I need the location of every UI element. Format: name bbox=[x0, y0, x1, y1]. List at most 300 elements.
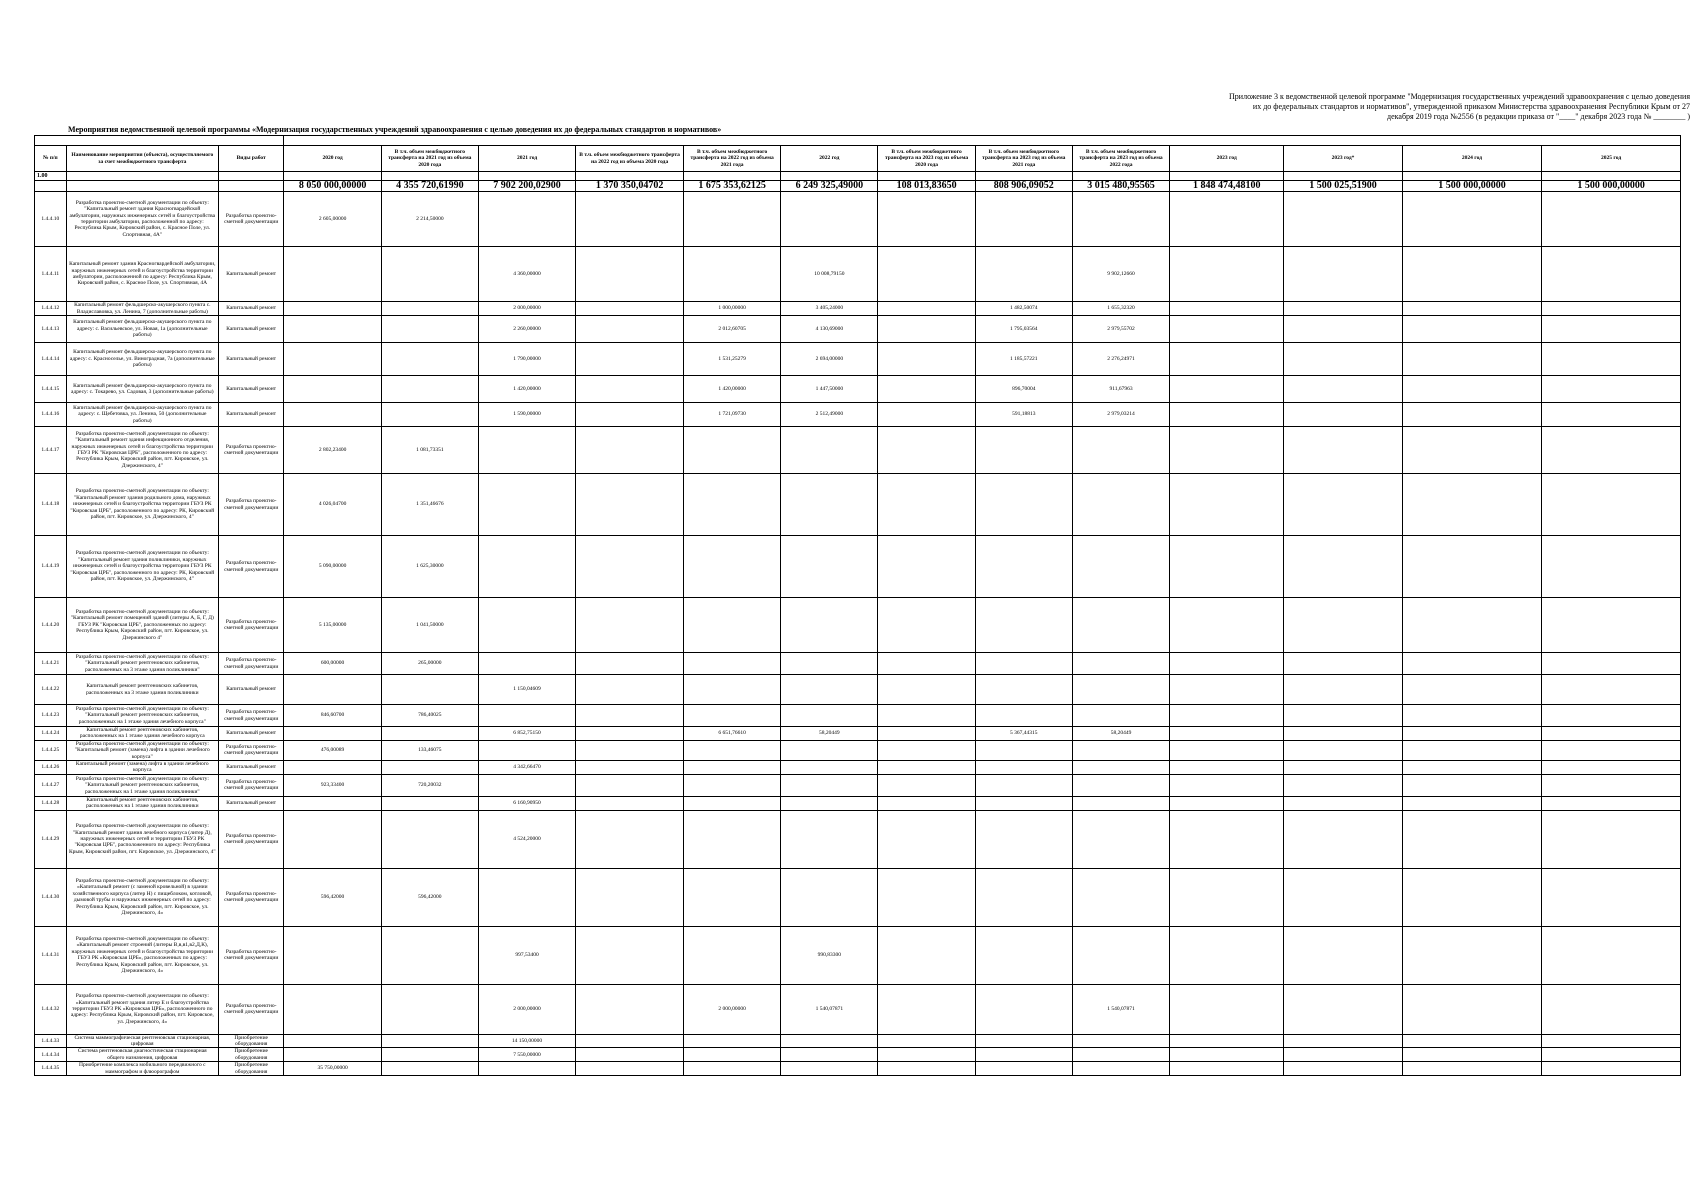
value-cell bbox=[878, 868, 975, 926]
value-cell bbox=[381, 302, 478, 316]
value-cell: 1 590,00000 bbox=[478, 403, 575, 427]
value-cell bbox=[1072, 474, 1169, 536]
value-cell bbox=[1170, 427, 1284, 474]
value-cell bbox=[1542, 192, 1681, 247]
row-work-type: Разработка проектно-сметной документации bbox=[218, 427, 284, 474]
value-cell bbox=[1072, 926, 1169, 984]
value-cell: 4 360,00000 bbox=[478, 247, 575, 302]
value-cell bbox=[576, 598, 684, 653]
value-cell bbox=[878, 247, 975, 302]
value-cell bbox=[1284, 740, 1402, 760]
value-cell bbox=[1170, 403, 1284, 427]
row-number: 1.4.4.13 bbox=[35, 316, 67, 343]
value-cell bbox=[683, 536, 780, 598]
value-cell bbox=[1402, 598, 1542, 653]
value-cell bbox=[1542, 302, 1681, 316]
empty-cell bbox=[1170, 172, 1284, 181]
value-cell bbox=[683, 427, 780, 474]
table-row bbox=[35, 376, 1681, 403]
value-cell bbox=[1542, 705, 1681, 727]
column-header: 2023 год* bbox=[1284, 146, 1402, 172]
value-cell bbox=[975, 926, 1072, 984]
value-cell: 2 694,00000 bbox=[781, 343, 878, 376]
value-cell bbox=[576, 761, 684, 775]
row-work-type: Капитальный ремонт bbox=[218, 403, 284, 427]
value-cell bbox=[683, 740, 780, 760]
value-cell bbox=[576, 1062, 684, 1076]
value-cell bbox=[1402, 740, 1542, 760]
row-description: Капитальный ремонт фельдшерско-акушерского пункта по адресу: с. Красноселье, ул. Виноградная, 7а (дополнительные работы) bbox=[66, 343, 218, 376]
value-cell bbox=[576, 1048, 684, 1062]
value-cell bbox=[878, 343, 975, 376]
value-cell bbox=[975, 653, 1072, 675]
value-cell bbox=[1402, 653, 1542, 675]
value-cell bbox=[381, 1062, 478, 1076]
value-cell bbox=[381, 316, 478, 343]
value-cell bbox=[1542, 740, 1681, 760]
empty-cell bbox=[66, 172, 218, 181]
value-cell bbox=[1542, 316, 1681, 343]
value-cell: 1 655,32320 bbox=[1072, 302, 1169, 316]
value-cell bbox=[1402, 1062, 1542, 1076]
value-cell bbox=[576, 796, 684, 810]
row-number: 1.4.4.31 bbox=[35, 926, 67, 984]
value-cell bbox=[683, 761, 780, 775]
value-cell bbox=[1402, 1034, 1542, 1048]
value-cell: 896,70004 bbox=[975, 376, 1072, 403]
value-cell bbox=[284, 343, 381, 376]
value-cell: 1 721,09730 bbox=[683, 403, 780, 427]
row-work-type: Капитальный ремонт bbox=[218, 675, 284, 705]
row-work-type: Капитальный ремонт bbox=[218, 302, 284, 316]
value-cell bbox=[1542, 675, 1681, 705]
row-work-type: Капитальный ремонт bbox=[218, 796, 284, 810]
row-number: 1.4.4.23 bbox=[35, 705, 67, 727]
value-cell: 600,00000 bbox=[284, 653, 381, 675]
value-cell bbox=[683, 598, 780, 653]
column-header: Виды работ bbox=[218, 146, 284, 172]
value-cell bbox=[1402, 926, 1542, 984]
table-row bbox=[35, 1048, 1681, 1062]
row-work-type: Разработка проектно-сметной документации bbox=[218, 536, 284, 598]
value-cell bbox=[1542, 810, 1681, 868]
value-cell bbox=[1284, 984, 1402, 1034]
value-cell bbox=[381, 926, 478, 984]
row-number: 1.4.4.34 bbox=[35, 1048, 67, 1062]
value-cell bbox=[1072, 192, 1169, 247]
value-cell: 786,40025 bbox=[381, 705, 478, 727]
row-description: Система рентгеновская диагностическая стационарная общего назначения, цифровая bbox=[66, 1048, 218, 1062]
value-cell bbox=[576, 536, 684, 598]
value-cell bbox=[781, 740, 878, 760]
row-number: 1.4.4.11 bbox=[35, 247, 67, 302]
row-number: 1.4.4.35 bbox=[35, 1062, 67, 1076]
value-cell bbox=[1072, 1034, 1169, 1048]
row-work-type: Приобретение оборудования bbox=[218, 1062, 284, 1076]
row-description: Разработка проектно-сметной документации по объекту: "Капитальный ремонт здания родильного дома, наружных инженерных сетей и благоустройства территории ГБУЗ РК "Кировская ЦРБ", расположенного по адресу: РК, Кировский район, пгт. Кировское, ул. Дзержинского, 4" bbox=[66, 474, 218, 536]
value-cell bbox=[1402, 247, 1542, 302]
value-cell bbox=[1170, 727, 1284, 741]
empty-cell bbox=[284, 172, 381, 181]
value-cell bbox=[878, 740, 975, 760]
row-number: 1.4.4.10 bbox=[35, 192, 67, 247]
value-cell bbox=[478, 474, 575, 536]
value-cell bbox=[1284, 1034, 1402, 1048]
value-cell bbox=[284, 761, 381, 775]
value-cell bbox=[878, 403, 975, 427]
value-cell bbox=[1284, 598, 1402, 653]
value-cell bbox=[1284, 761, 1402, 775]
value-cell: 2 260,00000 bbox=[478, 316, 575, 343]
value-cell bbox=[1284, 774, 1402, 796]
value-cell bbox=[878, 727, 975, 741]
value-cell: 476,00089 bbox=[284, 740, 381, 760]
value-cell bbox=[1542, 926, 1681, 984]
value-cell bbox=[1542, 1034, 1681, 1048]
row-description: Разработка проектно-сметной документации по объекту: "Капитальный ремонт здания инфекционного отделения, наружных инженерных сетей и благоустройства территории ГБУЗ РК "Кировская ЦРБ", расположенного по адресу: Республика Крым, Кировский район, пгт. Кировское, ул. Дзержинского, 4" bbox=[66, 427, 218, 474]
value-cell bbox=[284, 1048, 381, 1062]
value-cell bbox=[781, 761, 878, 775]
row-number: 1.4.4.14 bbox=[35, 343, 67, 376]
appendix-line: их до федеральных стандартов и нормативов", утвержденной приказом Министерства здравоохранения Республики Крым от 27 bbox=[1252, 102, 1690, 111]
row-description: Разработка проектно-сметной документации по объекту: "Капитальный ремонт здания поликлиники, наружных инженерных сетей и благоустройства территории ГБУЗ РК "Кировская ЦРБ", расположенного по адресу: РК, Кировский район, пгт. Кировское, ул. Дзержинского, 4" bbox=[66, 536, 218, 598]
total-cell: 4 355 720,61990 bbox=[381, 181, 478, 192]
total-cell: 1 848 474,48100 bbox=[1170, 181, 1284, 192]
row-work-type: Капитальный ремонт bbox=[218, 247, 284, 302]
value-cell bbox=[781, 536, 878, 598]
empty-cell bbox=[218, 181, 284, 192]
value-cell: 2 605,00000 bbox=[284, 192, 381, 247]
empty-cell bbox=[35, 181, 67, 192]
appendix-note bbox=[1150, 92, 1690, 122]
column-header: В т.ч. объем межбюджетного трансферта на 2022 год из объема 2021 года bbox=[683, 146, 780, 172]
value-cell bbox=[975, 598, 1072, 653]
value-cell bbox=[781, 810, 878, 868]
value-cell bbox=[284, 796, 381, 810]
row-description: Разработка проектно-сметной документации по объекту: "Капитальный ремонт помещений зданий (литеры А, Б, Г, Д) ГБУЗ РК "Кировская ЦРБ", расположенных по адресу: Республика Крым, Кировский район, пгт. Кировское, ул. Дзержинского 4" bbox=[66, 598, 218, 653]
row-number: 1.4.4.22 bbox=[35, 675, 67, 705]
row-work-type: Разработка проектно-сметной документации bbox=[218, 984, 284, 1034]
row-work-type: Капитальный ремонт bbox=[218, 316, 284, 343]
table-row bbox=[35, 403, 1681, 427]
value-cell bbox=[878, 653, 975, 675]
empty-cell bbox=[1542, 172, 1681, 181]
value-cell: 4 524,20000 bbox=[478, 810, 575, 868]
value-cell bbox=[1072, 675, 1169, 705]
value-cell bbox=[1402, 705, 1542, 727]
value-cell: 2 000,00000 bbox=[478, 302, 575, 316]
row-work-type: Капитальный ремонт bbox=[218, 376, 284, 403]
row-description: Разработка проектно-сметной документации по объекту: «Капитальный ремонт (с заменой кровельной) в здании хозяйственного корпуса (литер Н) с пищеблоком, котловой, дымовой трубы и наружных инженерных сетей по адресу: Республика Крым, Кировский район, пгт. Кировское, ул. Дзержинского, 4» bbox=[66, 868, 218, 926]
value-cell: 2 276,24971 bbox=[1072, 343, 1169, 376]
table-row bbox=[35, 868, 1681, 926]
value-cell bbox=[1284, 316, 1402, 343]
value-cell bbox=[1402, 474, 1542, 536]
value-cell bbox=[284, 316, 381, 343]
table-row bbox=[35, 427, 1681, 474]
value-cell bbox=[1072, 653, 1169, 675]
value-cell bbox=[781, 427, 878, 474]
value-cell bbox=[284, 810, 381, 868]
value-cell bbox=[878, 796, 975, 810]
value-cell bbox=[576, 302, 684, 316]
value-cell bbox=[1284, 536, 1402, 598]
value-cell: 1 540,07871 bbox=[781, 984, 878, 1034]
row-work-type: Приобретение оборудования bbox=[218, 1048, 284, 1062]
row-number: 1.4.4.30 bbox=[35, 868, 67, 926]
value-cell bbox=[1542, 653, 1681, 675]
row-description: Капитальный ремонт фельдшерско-акушерского пункта с. Владиславовка, ул. Ленина, 7 (дополнительные работы) bbox=[66, 302, 218, 316]
value-cell bbox=[781, 474, 878, 536]
row-number: 1.4.4.16 bbox=[35, 403, 67, 427]
code-row bbox=[35, 172, 1681, 181]
value-cell: 1 795,03564 bbox=[975, 316, 1072, 343]
value-cell bbox=[1072, 868, 1169, 926]
value-cell: 58,20449 bbox=[1072, 727, 1169, 741]
value-cell bbox=[1284, 403, 1402, 427]
value-cell bbox=[683, 247, 780, 302]
value-cell bbox=[781, 653, 878, 675]
value-cell bbox=[1072, 810, 1169, 868]
value-cell bbox=[1402, 376, 1542, 403]
value-cell bbox=[576, 376, 684, 403]
row-description: Разработка проектно-сметной документации по объекту: "Капитальный ремонт (замена) лифта в здании лечебного корпуса" bbox=[66, 740, 218, 760]
value-cell: 1 482,50074 bbox=[975, 302, 1072, 316]
value-cell bbox=[1402, 192, 1542, 247]
value-cell bbox=[1284, 376, 1402, 403]
value-cell bbox=[1542, 376, 1681, 403]
value-cell bbox=[683, 926, 780, 984]
value-cell bbox=[1170, 796, 1284, 810]
value-cell: 133,46075 bbox=[381, 740, 478, 760]
value-cell bbox=[576, 774, 684, 796]
table-row bbox=[35, 675, 1681, 705]
value-cell bbox=[1170, 316, 1284, 343]
table-row bbox=[35, 343, 1681, 376]
row-description: Капитальный ремонт фельдшерско-акушерского пункта по адресу: с. Васильевское, ул. Новая, 1а (дополнительные работы) bbox=[66, 316, 218, 343]
value-cell bbox=[878, 1034, 975, 1048]
value-cell bbox=[781, 192, 878, 247]
value-cell bbox=[576, 247, 684, 302]
value-cell: 3 405,24000 bbox=[781, 302, 878, 316]
value-cell bbox=[975, 1048, 1072, 1062]
table-row bbox=[35, 192, 1681, 247]
row-work-type: Приобретение оборудования bbox=[218, 1034, 284, 1048]
value-cell: 5 090,00000 bbox=[284, 536, 381, 598]
total-cell: 8 050 000,00000 bbox=[284, 181, 381, 192]
value-cell bbox=[576, 926, 684, 984]
value-cell: 923,33400 bbox=[284, 774, 381, 796]
value-cell bbox=[1402, 727, 1542, 741]
column-header: В т.ч. объем межбюджетного трансферта на 2023 год из объема 2022 года bbox=[1072, 146, 1169, 172]
value-cell bbox=[1402, 302, 1542, 316]
value-cell bbox=[1170, 302, 1284, 316]
value-cell bbox=[1402, 403, 1542, 427]
row-number: 1.4.4.21 bbox=[35, 653, 67, 675]
value-cell: 4 342,66470 bbox=[478, 761, 575, 775]
value-cell bbox=[1072, 796, 1169, 810]
row-work-type: Капитальный ремонт bbox=[218, 343, 284, 376]
table-row bbox=[35, 1062, 1681, 1076]
value-cell bbox=[1072, 1062, 1169, 1076]
value-cell bbox=[1284, 343, 1402, 376]
value-cell bbox=[1170, 926, 1284, 984]
row-number: 1.4.4.32 bbox=[35, 984, 67, 1034]
row-description: Разработка проектно-сметной документации по объекту: «Капитальный ремонт строений (литеры В,в,в1,в2,Д,К), наружных инженерных сетей и благоустройства территории ГБУЗ РК «Кировская ЦРБ», расположенных по адресу: Республика Крым, Кировский район, пгт. Кировское, ул. Дзержинского, 4» bbox=[66, 926, 218, 984]
value-cell bbox=[381, 376, 478, 403]
value-cell bbox=[1542, 727, 1681, 741]
value-cell bbox=[878, 774, 975, 796]
value-cell bbox=[683, 868, 780, 926]
value-cell bbox=[975, 705, 1072, 727]
value-cell bbox=[1284, 192, 1402, 247]
value-cell bbox=[1284, 247, 1402, 302]
value-cell bbox=[576, 1034, 684, 1048]
value-cell bbox=[1072, 774, 1169, 796]
value-cell bbox=[975, 1034, 1072, 1048]
empty-cell bbox=[218, 172, 284, 181]
value-cell bbox=[284, 984, 381, 1034]
value-cell: 1 351,46676 bbox=[381, 474, 478, 536]
value-cell bbox=[878, 984, 975, 1034]
value-cell bbox=[1402, 1048, 1542, 1062]
value-cell bbox=[1170, 675, 1284, 705]
value-cell bbox=[1402, 427, 1542, 474]
value-cell bbox=[478, 740, 575, 760]
value-cell bbox=[478, 192, 575, 247]
value-cell bbox=[781, 705, 878, 727]
table-row bbox=[35, 926, 1681, 984]
value-cell bbox=[1542, 1048, 1681, 1062]
value-cell bbox=[1072, 740, 1169, 760]
value-cell bbox=[1170, 1062, 1284, 1076]
value-cell: 1 185,57221 bbox=[975, 343, 1072, 376]
row-number: 1.4.4.27 bbox=[35, 774, 67, 796]
row-description: Капитальный ремонт фельдшерско-акушерского пункта по адресу: с. Токарево, ул. Садовая, 3 (дополнительные работы) bbox=[66, 376, 218, 403]
value-cell: 6 160,90950 bbox=[478, 796, 575, 810]
value-cell bbox=[576, 403, 684, 427]
value-cell bbox=[975, 536, 1072, 598]
value-cell bbox=[975, 247, 1072, 302]
value-cell bbox=[284, 302, 381, 316]
value-cell bbox=[381, 1034, 478, 1048]
value-cell bbox=[975, 1062, 1072, 1076]
empty-cell bbox=[878, 172, 975, 181]
value-cell bbox=[683, 774, 780, 796]
value-cell bbox=[781, 1048, 878, 1062]
value-cell bbox=[975, 984, 1072, 1034]
row-description: Капитальный ремонт рентгеновских кабинетов, расположенных на 1 этаже здания лечебного корпуса bbox=[66, 727, 218, 741]
value-cell bbox=[1170, 536, 1284, 598]
total-cell: 3 015 480,95565 bbox=[1072, 181, 1169, 192]
value-cell bbox=[975, 474, 1072, 536]
value-cell bbox=[1402, 675, 1542, 705]
column-header: Наименование мероприятия (объекта), осуществляемого за счет межбюджетного трансферта bbox=[66, 146, 218, 172]
value-cell bbox=[1402, 316, 1542, 343]
value-cell bbox=[576, 727, 684, 741]
table-row bbox=[35, 316, 1681, 343]
empty-cell bbox=[381, 172, 478, 181]
value-cell bbox=[1542, 774, 1681, 796]
value-cell bbox=[878, 1048, 975, 1062]
value-cell bbox=[1170, 192, 1284, 247]
value-cell bbox=[478, 868, 575, 926]
column-header: 2020 год bbox=[284, 146, 381, 172]
value-cell bbox=[1284, 1048, 1402, 1062]
row-number: 1.4.4.15 bbox=[35, 376, 67, 403]
row-description: Приобретение комплекса мобильного передвижного с маммографом и флюорографом bbox=[66, 1062, 218, 1076]
value-cell bbox=[781, 1062, 878, 1076]
value-cell: 1 000,00000 bbox=[683, 302, 780, 316]
column-header: В т.ч. объем межбюджетного трансферта на 2022 год из объема 2020 года bbox=[576, 146, 684, 172]
table-row bbox=[35, 1034, 1681, 1048]
row-number: 1.4.4.24 bbox=[35, 727, 67, 741]
value-cell: 4 130,69000 bbox=[781, 316, 878, 343]
value-cell: 14 150,00000 bbox=[478, 1034, 575, 1048]
total-cell: 1 675 353,62125 bbox=[683, 181, 780, 192]
header-spacer-row bbox=[35, 136, 1681, 146]
value-cell bbox=[1072, 705, 1169, 727]
value-cell bbox=[1542, 1062, 1681, 1076]
row-number: 1.4.4.17 bbox=[35, 427, 67, 474]
value-cell bbox=[1542, 984, 1681, 1034]
row-work-type: Разработка проектно-сметной документации bbox=[218, 192, 284, 247]
value-cell bbox=[878, 474, 975, 536]
row-work-type: Разработка проектно-сметной документации bbox=[218, 926, 284, 984]
value-cell bbox=[1072, 598, 1169, 653]
value-cell: 2 802,23400 bbox=[284, 427, 381, 474]
row-description: Капитальный ремонт фельдшерско-акушерского пункта по адресу: с. Щебетовка, ул. Ленина, 50 (дополнительные работы) bbox=[66, 403, 218, 427]
value-cell bbox=[878, 1062, 975, 1076]
value-cell bbox=[683, 474, 780, 536]
value-cell bbox=[381, 247, 478, 302]
row-number: 1.4.4.28 bbox=[35, 796, 67, 810]
total-cell: 6 249 325,49000 bbox=[781, 181, 878, 192]
row-work-type: Капитальный ремонт bbox=[218, 727, 284, 741]
value-cell bbox=[975, 796, 1072, 810]
value-cell: 911,67963 bbox=[1072, 376, 1169, 403]
value-cell bbox=[1542, 427, 1681, 474]
value-cell bbox=[1402, 810, 1542, 868]
value-cell bbox=[284, 1034, 381, 1048]
value-cell bbox=[381, 727, 478, 741]
value-cell bbox=[1072, 761, 1169, 775]
empty-cell bbox=[1284, 172, 1402, 181]
column-header: 2021 год bbox=[478, 146, 575, 172]
row-number: 1.4.4.29 bbox=[35, 810, 67, 868]
value-cell: 4 026,04700 bbox=[284, 474, 381, 536]
value-cell bbox=[975, 740, 1072, 760]
value-cell bbox=[1284, 810, 1402, 868]
table-row bbox=[35, 302, 1681, 316]
value-cell bbox=[576, 474, 684, 536]
value-cell: 2 000,00000 bbox=[478, 984, 575, 1034]
value-cell bbox=[878, 705, 975, 727]
value-cell bbox=[1170, 984, 1284, 1034]
value-cell bbox=[381, 1048, 478, 1062]
value-cell bbox=[1170, 247, 1284, 302]
value-cell bbox=[975, 761, 1072, 775]
value-cell: 6 852,75150 bbox=[478, 727, 575, 741]
value-cell: 1 420,00000 bbox=[478, 376, 575, 403]
total-cell: 7 902 200,02900 bbox=[478, 181, 575, 192]
row-description: Разработка проектно-сметной документации по объекту: "Капитальный ремонт рентгеновских кабинетов, расположенных на 1 этаже здания лечебного корпуса" bbox=[66, 705, 218, 727]
value-cell: 1 540,07871 bbox=[1072, 984, 1169, 1034]
value-cell bbox=[1072, 1048, 1169, 1062]
value-cell: 1 447,50000 bbox=[781, 376, 878, 403]
value-cell bbox=[576, 192, 684, 247]
row-description: Капитальный ремонт здания Красногвардейской амбулатории, наружных инженерных сетей и благоустройства территории амбулатории, расположенной по адресу: Республика Крым, Кировский район, с. Красное Поле, ул. Спортивная, 4А bbox=[66, 247, 218, 302]
